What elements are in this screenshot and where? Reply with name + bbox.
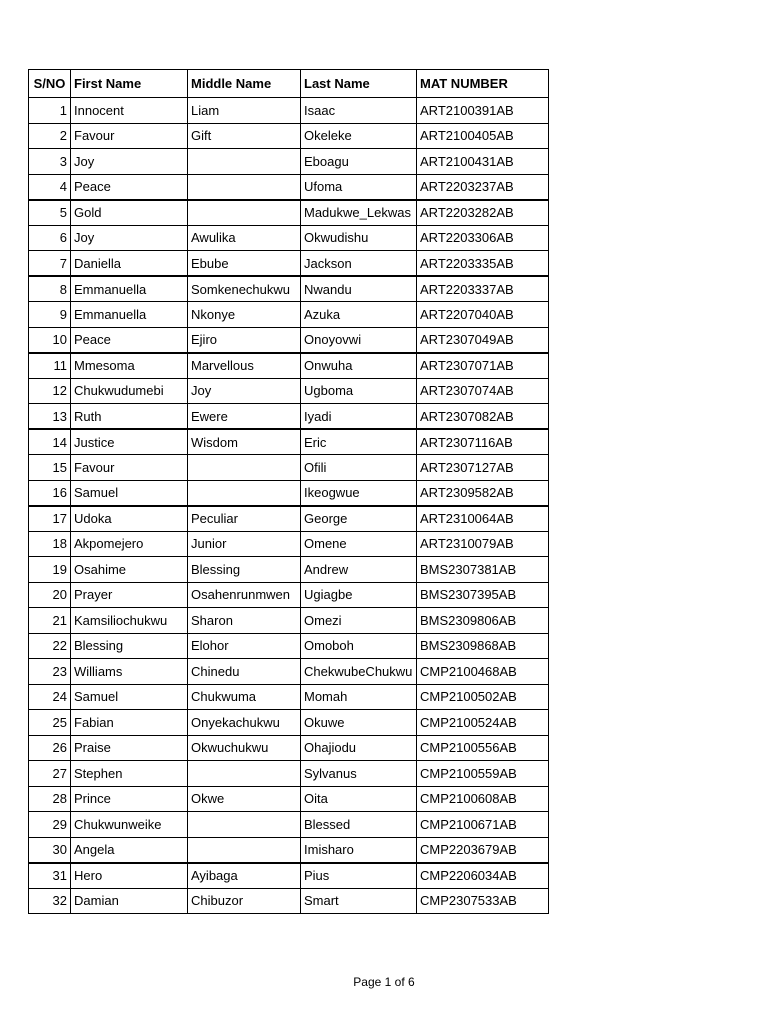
table-row [29, 761, 549, 787]
table-row [29, 455, 549, 481]
cell-first-name: Osahime [71, 557, 188, 583]
cell-last-name: Ohajiodu [301, 735, 417, 761]
cell-middle-name: Marvellous [188, 353, 301, 379]
table-row [29, 251, 549, 277]
table-row [29, 557, 549, 583]
table-row [29, 582, 549, 608]
cell-middle-name: Wisdom [188, 429, 301, 455]
table-row [29, 837, 549, 863]
cell-mat-number: ART2310064AB [417, 506, 549, 532]
cell-mat-number: ART2307116AB [417, 429, 549, 455]
cell-middle-name: Chibuzor [188, 888, 301, 914]
header-sno: S/NO [29, 70, 71, 98]
header-last-name: Last Name [301, 70, 417, 98]
table-row [29, 98, 549, 124]
cell-sno: 19 [29, 557, 71, 583]
cell-mat-number: CMP2206034AB [417, 863, 549, 889]
cell-last-name: Ugiagbe [301, 582, 417, 608]
cell-middle-name: Ejiro [188, 327, 301, 353]
cell-middle-name [188, 149, 301, 175]
cell-sno: 28 [29, 786, 71, 812]
cell-first-name: Kamsiliochukwu [71, 608, 188, 634]
student-table [28, 69, 549, 914]
cell-middle-name: Ebube [188, 251, 301, 277]
cell-middle-name: Sharon [188, 608, 301, 634]
cell-last-name: Omezi [301, 608, 417, 634]
cell-middle-name: Okwuchukwu [188, 735, 301, 761]
cell-first-name: Joy [71, 225, 188, 251]
cell-first-name: Emmanuella [71, 302, 188, 328]
cell-sno: 11 [29, 353, 71, 379]
cell-mat-number: ART2307049AB [417, 327, 549, 353]
cell-middle-name: Junior [188, 531, 301, 557]
cell-first-name: Damian [71, 888, 188, 914]
cell-first-name: Blessing [71, 633, 188, 659]
cell-sno: 32 [29, 888, 71, 914]
table-row [29, 735, 549, 761]
cell-mat-number: ART2310079AB [417, 531, 549, 557]
cell-middle-name: Ewere [188, 404, 301, 430]
cell-middle-name: Ayibaga [188, 863, 301, 889]
cell-sno: 17 [29, 506, 71, 532]
cell-mat-number: BMS2309868AB [417, 633, 549, 659]
table-row [29, 174, 549, 200]
cell-last-name: Madukwe_Lekwas [301, 200, 417, 226]
cell-sno: 18 [29, 531, 71, 557]
table-row [29, 888, 549, 914]
header-middle-name: Middle Name [188, 70, 301, 98]
header-mat-number: MAT NUMBER [417, 70, 549, 98]
table-row [29, 302, 549, 328]
cell-middle-name: Gift [188, 123, 301, 149]
cell-middle-name: Awulika [188, 225, 301, 251]
cell-last-name: Blessed [301, 812, 417, 838]
table-row [29, 404, 549, 430]
cell-last-name: Onoyovwi [301, 327, 417, 353]
cell-sno: 22 [29, 633, 71, 659]
cell-sno: 30 [29, 837, 71, 863]
cell-last-name: Eboagu [301, 149, 417, 175]
cell-middle-name [188, 174, 301, 200]
cell-middle-name [188, 837, 301, 863]
table-row [29, 506, 549, 532]
cell-middle-name [188, 812, 301, 838]
cell-first-name: Samuel [71, 684, 188, 710]
cell-mat-number: ART2207040AB [417, 302, 549, 328]
table-row [29, 225, 549, 251]
cell-sno: 8 [29, 276, 71, 302]
cell-mat-number: ART2307074AB [417, 378, 549, 404]
cell-mat-number: ART2307071AB [417, 353, 549, 379]
cell-sno: 26 [29, 735, 71, 761]
cell-last-name: Smart [301, 888, 417, 914]
cell-last-name: Omoboh [301, 633, 417, 659]
cell-mat-number: CMP2100608AB [417, 786, 549, 812]
cell-middle-name: Chukwuma [188, 684, 301, 710]
cell-mat-number: CMP2100502AB [417, 684, 549, 710]
cell-first-name: Fabian [71, 710, 188, 736]
cell-sno: 21 [29, 608, 71, 634]
cell-first-name: Joy [71, 149, 188, 175]
cell-first-name: Udoka [71, 506, 188, 532]
cell-first-name: Justice [71, 429, 188, 455]
cell-middle-name [188, 200, 301, 226]
table-row [29, 353, 549, 379]
cell-first-name: Peace [71, 327, 188, 353]
cell-mat-number: CMP2307533AB [417, 888, 549, 914]
cell-last-name: Ofili [301, 455, 417, 481]
cell-sno: 16 [29, 480, 71, 506]
table-row [29, 608, 549, 634]
cell-sno: 13 [29, 404, 71, 430]
cell-mat-number: BMS2309806AB [417, 608, 549, 634]
cell-mat-number: ART2100391AB [417, 98, 549, 124]
cell-last-name: Okeleke [301, 123, 417, 149]
table-row [29, 480, 549, 506]
cell-first-name: Hero [71, 863, 188, 889]
table-row [29, 710, 549, 736]
cell-first-name: Chukwunweike [71, 812, 188, 838]
table-row [29, 429, 549, 455]
cell-last-name: Ufoma [301, 174, 417, 200]
table-row [29, 684, 549, 710]
cell-sno: 3 [29, 149, 71, 175]
cell-first-name: Daniella [71, 251, 188, 277]
cell-last-name: Eric [301, 429, 417, 455]
page-number: Page 1 of 6 [353, 975, 415, 989]
cell-middle-name: Chinedu [188, 659, 301, 685]
cell-sno: 7 [29, 251, 71, 277]
table-row [29, 633, 549, 659]
cell-mat-number: CMP2100556AB [417, 735, 549, 761]
cell-last-name: Okwudishu [301, 225, 417, 251]
cell-last-name: Ugboma [301, 378, 417, 404]
cell-last-name: Andrew [301, 557, 417, 583]
cell-last-name: Onwuha [301, 353, 417, 379]
cell-last-name: Ikeogwue [301, 480, 417, 506]
table-row [29, 659, 549, 685]
cell-first-name: Mmesoma [71, 353, 188, 379]
cell-middle-name: Joy [188, 378, 301, 404]
cell-middle-name: Nkonye [188, 302, 301, 328]
table-row [29, 276, 549, 302]
cell-last-name: George [301, 506, 417, 532]
cell-mat-number: BMS2307381AB [417, 557, 549, 583]
cell-mat-number: CMP2203679AB [417, 837, 549, 863]
cell-first-name: Peace [71, 174, 188, 200]
cell-last-name: Jackson [301, 251, 417, 277]
cell-last-name: Pius [301, 863, 417, 889]
cell-first-name: Angela [71, 837, 188, 863]
cell-first-name: Innocent [71, 98, 188, 124]
cell-sno: 9 [29, 302, 71, 328]
table-row [29, 327, 549, 353]
cell-sno: 29 [29, 812, 71, 838]
cell-mat-number: ART2100405AB [417, 123, 549, 149]
table-row [29, 149, 549, 175]
cell-first-name: Samuel [71, 480, 188, 506]
cell-sno: 10 [29, 327, 71, 353]
cell-middle-name [188, 455, 301, 481]
cell-last-name: Iyadi [301, 404, 417, 430]
cell-middle-name: Liam [188, 98, 301, 124]
cell-last-name: Okuwe [301, 710, 417, 736]
cell-sno: 5 [29, 200, 71, 226]
cell-first-name: Williams [71, 659, 188, 685]
cell-sno: 31 [29, 863, 71, 889]
cell-sno: 2 [29, 123, 71, 149]
table-row [29, 378, 549, 404]
cell-first-name: Chukwudumebi [71, 378, 188, 404]
cell-middle-name: Osahenrunmwen [188, 582, 301, 608]
cell-mat-number: CMP2100524AB [417, 710, 549, 736]
cell-sno: 20 [29, 582, 71, 608]
cell-first-name: Praise [71, 735, 188, 761]
cell-mat-number: ART2307082AB [417, 404, 549, 430]
cell-middle-name: Blessing [188, 557, 301, 583]
cell-last-name: Oita [301, 786, 417, 812]
table-row [29, 786, 549, 812]
cell-middle-name [188, 761, 301, 787]
cell-middle-name: Somkenechukwu [188, 276, 301, 302]
table-row [29, 531, 549, 557]
table-row [29, 200, 549, 226]
cell-first-name: Emmanuella [71, 276, 188, 302]
cell-middle-name [188, 480, 301, 506]
cell-first-name: Ruth [71, 404, 188, 430]
cell-mat-number: ART2203306AB [417, 225, 549, 251]
cell-first-name: Gold [71, 200, 188, 226]
table-body [29, 98, 549, 914]
table-header-row [29, 70, 549, 98]
cell-first-name: Prayer [71, 582, 188, 608]
cell-last-name: Isaac [301, 98, 417, 124]
cell-mat-number: ART2307127AB [417, 455, 549, 481]
cell-sno: 4 [29, 174, 71, 200]
header-first-name: First Name [71, 70, 188, 98]
cell-first-name: Favour [71, 123, 188, 149]
cell-mat-number: ART2203335AB [417, 251, 549, 277]
cell-last-name: Omene [301, 531, 417, 557]
cell-sno: 25 [29, 710, 71, 736]
cell-sno: 24 [29, 684, 71, 710]
cell-mat-number: ART2203237AB [417, 174, 549, 200]
cell-sno: 6 [29, 225, 71, 251]
table-row [29, 863, 549, 889]
cell-sno: 15 [29, 455, 71, 481]
cell-last-name: Sylvanus [301, 761, 417, 787]
cell-last-name: Imisharo [301, 837, 417, 863]
cell-first-name: Stephen [71, 761, 188, 787]
cell-middle-name: Elohor [188, 633, 301, 659]
cell-mat-number: CMP2100671AB [417, 812, 549, 838]
cell-middle-name: Onyekachukwu [188, 710, 301, 736]
table-row [29, 123, 549, 149]
cell-mat-number: ART2203337AB [417, 276, 549, 302]
cell-first-name: Prince [71, 786, 188, 812]
cell-sno: 27 [29, 761, 71, 787]
cell-last-name: Nwandu [301, 276, 417, 302]
cell-first-name: Favour [71, 455, 188, 481]
cell-sno: 23 [29, 659, 71, 685]
cell-sno: 12 [29, 378, 71, 404]
cell-mat-number: ART2203282AB [417, 200, 549, 226]
cell-middle-name: Peculiar [188, 506, 301, 532]
cell-last-name: ChekwubeChukwu [301, 659, 417, 685]
cell-sno: 14 [29, 429, 71, 455]
table-row [29, 812, 549, 838]
cell-mat-number: CMP2100468AB [417, 659, 549, 685]
cell-mat-number: ART2309582AB [417, 480, 549, 506]
cell-mat-number: ART2100431AB [417, 149, 549, 175]
cell-last-name: Azuka [301, 302, 417, 328]
cell-sno: 1 [29, 98, 71, 124]
cell-last-name: Momah [301, 684, 417, 710]
cell-mat-number: CMP2100559AB [417, 761, 549, 787]
cell-mat-number: BMS2307395AB [417, 582, 549, 608]
cell-middle-name: Okwe [188, 786, 301, 812]
cell-first-name: Akpomejero [71, 531, 188, 557]
